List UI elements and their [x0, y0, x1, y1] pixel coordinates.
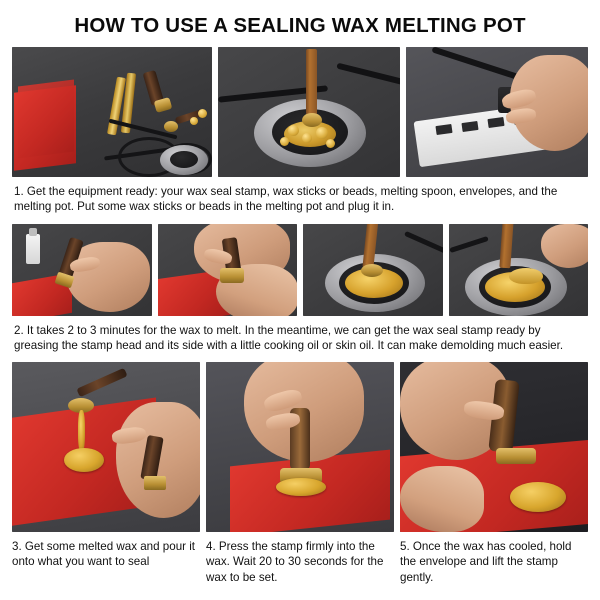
- photo-pot-with-beads: [218, 47, 400, 177]
- photo-melted-wax-in-pot: [303, 224, 443, 316]
- photo-greasing-stamp-head: [158, 224, 298, 316]
- photo-row-3: [12, 362, 588, 532]
- page-title: HOW TO USE A SEALING WAX MELTING POT: [74, 14, 526, 37]
- photo-row-2: [12, 224, 588, 316]
- step-4-caption: 4. Press the stamp firmly into the wax. Wait 20 to 30 seconds for the wax to be set.: [206, 540, 384, 584]
- photo-pouring-wax: [12, 362, 200, 532]
- step-captions-row-3: [12, 539, 588, 585]
- photo-oil-bottle-and-stamp: [12, 224, 152, 316]
- step-3-caption: 3. Get some melted wax and pour it onto what you want to seal: [12, 540, 196, 569]
- step-5-caption: 5. Once the wax has cooled, hold the envelope and lift the stamp gently.: [400, 540, 572, 584]
- photo-row-1: [12, 47, 588, 177]
- photo-lifting-stamp: [400, 362, 588, 532]
- photo-pressing-stamp: [206, 362, 394, 532]
- photo-plug-into-power-strip: [406, 47, 588, 177]
- step-1-caption: 1. Get the equipment ready: your wax seal stamp, wax sticks or beads, melting spoon, envelopes, and the melting pot. Put some wax sticks or beads in the melting pot and plug it in.: [14, 185, 558, 214]
- photo-spoon-scooping-wax: [449, 224, 589, 316]
- photo-equipment-layout: [12, 47, 212, 177]
- step-2-caption: 2. It takes 2 to 3 minutes for the wax to melt. In the meantime, we can get the wax seal stamp ready by greasing the stamp head and its side with a little cooking oil or skin oil. It can make demolding much easier.: [14, 323, 564, 352]
